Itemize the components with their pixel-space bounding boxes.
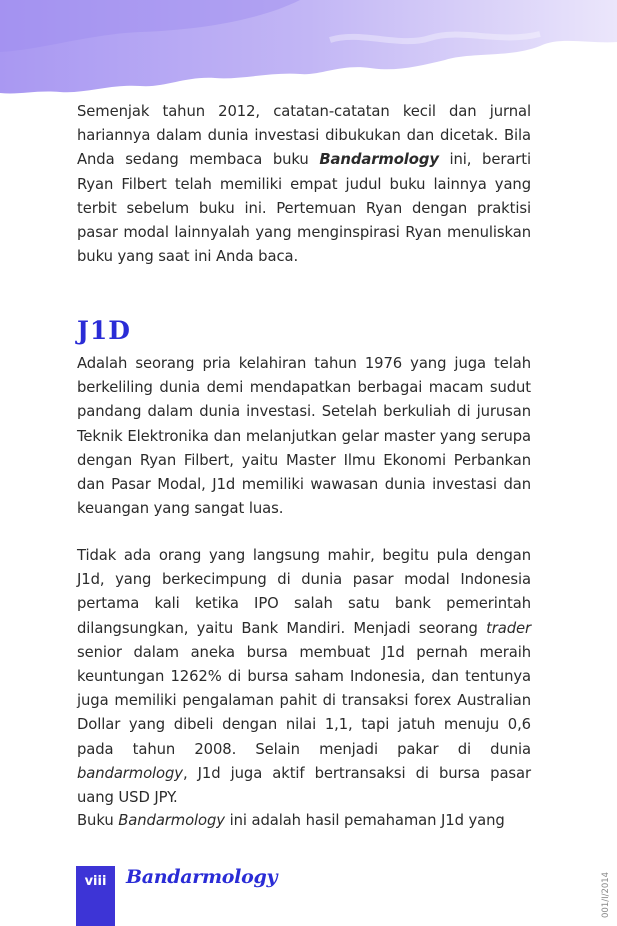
intro-paragraph — [77, 100, 531, 269]
section-heading: J1D — [77, 316, 131, 345]
footer-book-name: Bandarmology — [126, 866, 278, 888]
page-content — [77, 100, 531, 829]
experience-text-2: senior dalam aneka bursa membuat J1d pernah meraih keuntungan 1262% di bursa saham Indonesia, dan tentunya juga memiliki pengalaman pahit di transaksi forex Australian Dollar yang dibeli dengan nilai 1,1, tapi jatuh menuju 0,6 pada tahun 2008. Selain menjadi pakar di dunia — [77, 643, 531, 758]
experience-text-3: , J1d juga aktif bertransaksi di bursa pasar uang USD JPY. — [77, 764, 531, 807]
top-decorative-banner — [0, 0, 617, 95]
closing-paragraph — [77, 809, 531, 833]
intro-text-1: Semenjak tahun 2012, catatan-catatan kecil dan jurnal hariannya dalam dunia investasi dibukukan dan dicetak. Bila Anda sedang membaca buku — [77, 103, 531, 169]
intro-book-title: Bandarmology — [319, 151, 439, 169]
experience-text-1: Tidak ada orang yang langsung mahir, begitu pula dengan J1d, yang berkecimpung di dunia pasar modal Indonesia pertama kali ketika IPO salah satu bank pemerintah dilangsungkan, yaitu Bank Mandiri. Menjadi seorang — [77, 547, 531, 637]
closing-text-1: Buku — [77, 812, 119, 829]
experience-italic-bandarmology: bandarmology — [77, 764, 183, 782]
page-number: viii — [84, 874, 107, 889]
closing-text-2: ini adalah hasil pemahaman J1d yang — [224, 812, 505, 829]
intro-text-2: ini, berarti Ryan Filbert telah memiliki empat judul buku lainnya yang terbit sebelum buku ini. Pertemuan Ryan dengan praktisi pasar modal lainnyalah yang menginspirasi Ryan menuliskan buku yang saat ini Anda baca. — [77, 151, 531, 266]
experience-paragraph — [77, 544, 531, 810]
side-print-code: 001/I/2014 — [601, 871, 611, 918]
bio-paragraph: Adalah seorang pria kelahiran tahun 1976 yang juga telah berkeliling dunia demi mendapatkan berbagai macam sudut pandang dalam dunia investasi. Setelah berkuliah di jurusan Teknik Elektronika dan melanjutkan gelar master yang serupa dengan Ryan Filbert, yaitu Master Ilmu Ekonomi Perbankan dan Pasar Modal, J1d memiliki wawasan dunia investasi dan keuangan yang sangat luas. — [77, 355, 531, 518]
closing-italic-title: Bandarmology — [118, 812, 225, 829]
experience-italic-trader: trader — [486, 619, 531, 637]
